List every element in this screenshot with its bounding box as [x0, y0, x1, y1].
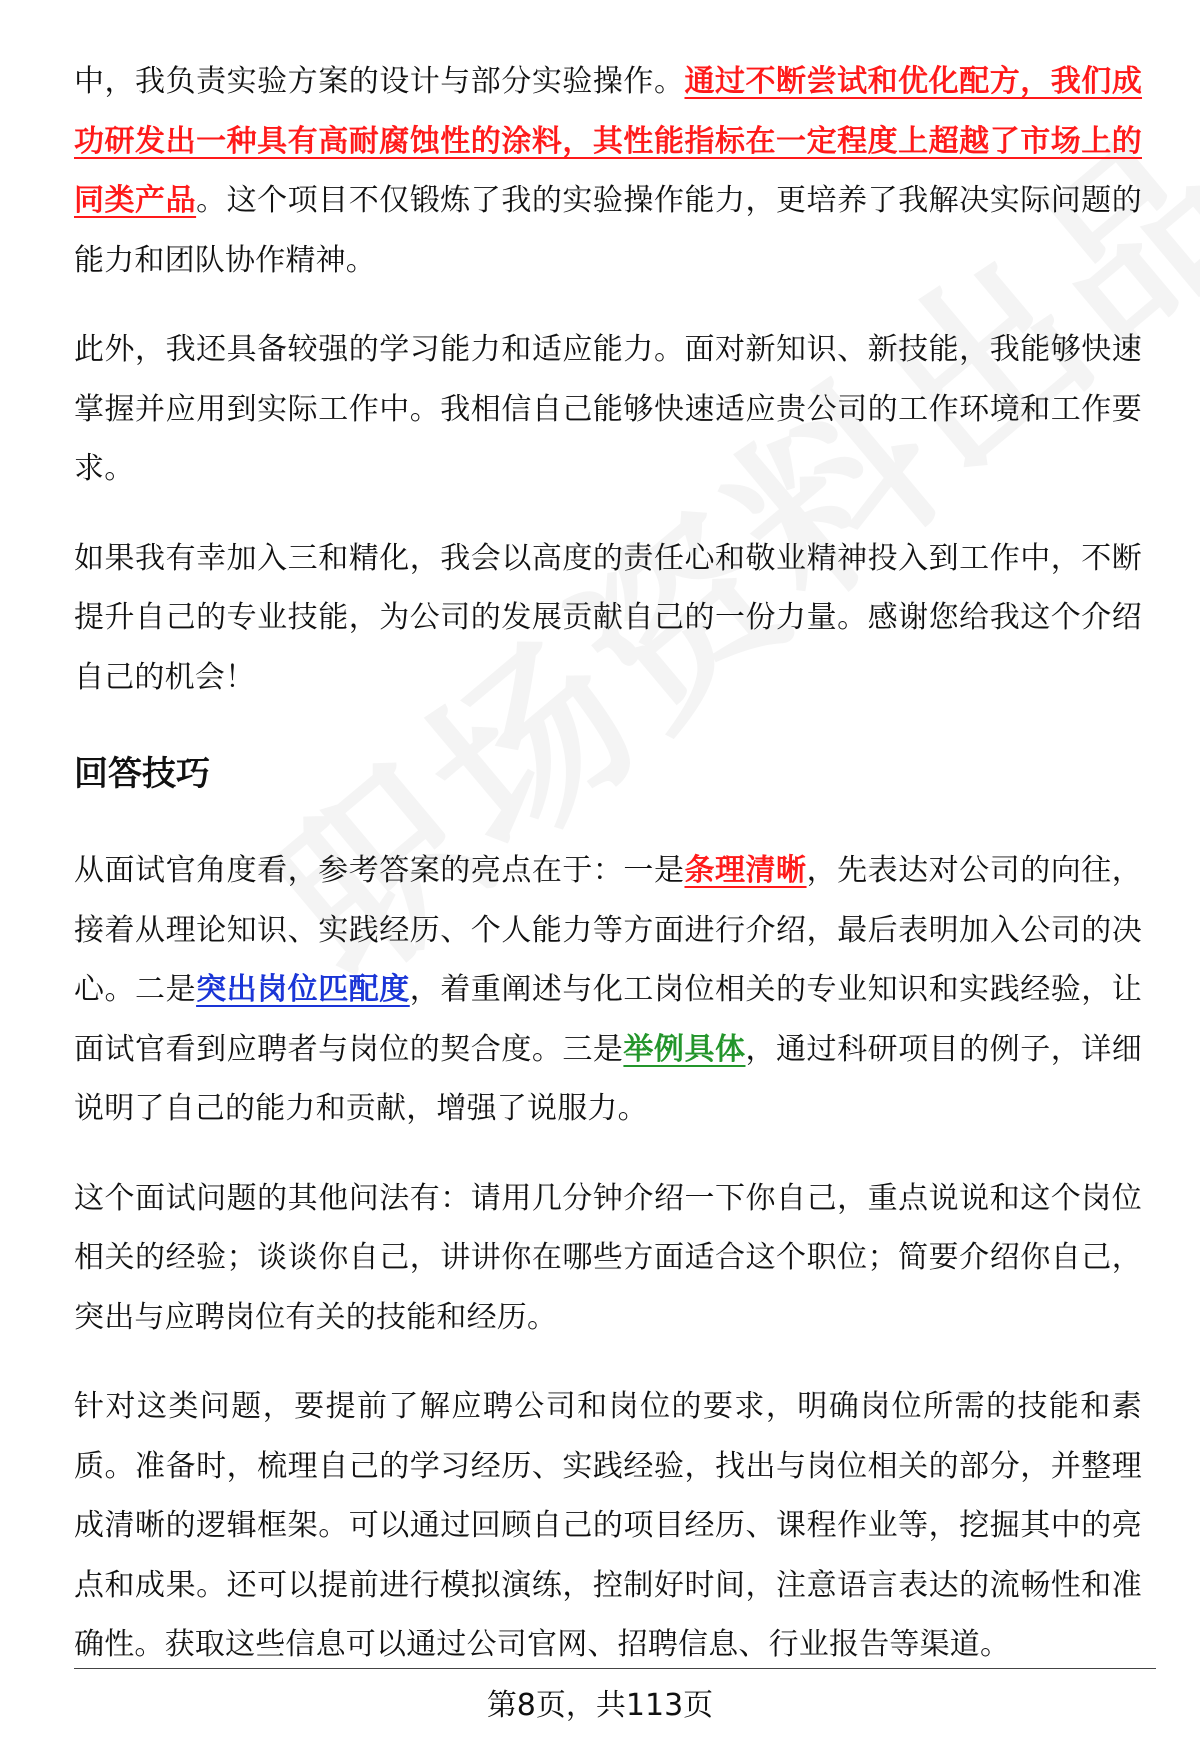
page-number: 第8页，共113页	[486, 1688, 714, 1723]
text-span: 。这个项目不仅锻炼了我的实验操作能力，更培养了我解决实际问题的能力和团队协作精神。	[74, 183, 1142, 278]
text-span: ，先表达对公司的向往，接着从理论知识、实践经历、个人能力等方面进行介绍，最后表明加入公司的决心。二是	[74, 853, 1142, 1007]
document-body	[74, 52, 1142, 1675]
highlight-clear-structure: 条理清晰	[684, 853, 807, 888]
paragraph-highlights	[74, 841, 1142, 1139]
text-span: 从面试官角度看，参考答案的亮点在于：一是	[74, 853, 685, 888]
text-span: ，着重阐述与化工岗位相关的专业知识和实践经验，让面试官看到应聘者与岗位的契合度。三是	[74, 972, 1142, 1067]
text-span: 中，我负责实验方案的设计与部分实验操作。	[74, 64, 685, 99]
highlight-job-match: 突出岗位匹配度	[196, 972, 410, 1007]
section-title: 回答技巧	[74, 754, 210, 794]
paragraph-closing: 如果我有幸加入三和精化，我会以高度的责任心和敬业精神投入到工作中，不断提升自己的专业技能，为公司的发展贡献自己的一份力量。感谢您给我这个介绍自己的机会！	[74, 540, 1142, 695]
paragraph-alt-questions: 这个面试问题的其他问法有：请用几分钟介绍一下你自己，重点说说和这个岗位相关的经验；谈谈你自己，讲讲你在哪些方面适合这个职位；简要介绍你自己，突出与应聘岗位有关的技能和经历。	[74, 1180, 1142, 1335]
highlight-concrete-examples: 举例具体	[623, 1031, 746, 1067]
paragraph-project	[74, 52, 1142, 290]
highlight-achievement: 通过不断尝试和优化配方，我们成功研发出一种具有高耐腐蚀性的涂料，其性能指标在一定程度上超越了市场上的同类产品	[74, 64, 1143, 218]
paragraph-learning-ability: 此外，我还具备较强的学习能力和适应能力。面对新知识、新技能，我能够快速掌握并应用到实际工作中。我相信自己能够快速适应贵公司的工作环境和工作要求。	[74, 332, 1142, 486]
footer-divider	[74, 1668, 1156, 1669]
text-span: ，通过科研项目的例子，详细说明了自己的能力和贡献，增强了说服力。	[74, 1031, 1142, 1126]
paragraph-preparation-tips: 针对这类问题，要提前了解应聘公司和岗位的要求，明确岗位所需的技能和素质。准备时，梳理自己的学习经历、实践经验，找出与岗位相关的部分，并整理成清晰的逻辑框架。可以通过回顾自己的项目经历、课程作业等，挖掘其中的亮点和成果。还可以提前进行模拟演练，控制好时间，注意语言表达的流畅性和准确性。获取这些信息可以通过公司官网、招聘信息、行业报告等渠道。	[74, 1389, 1142, 1662]
